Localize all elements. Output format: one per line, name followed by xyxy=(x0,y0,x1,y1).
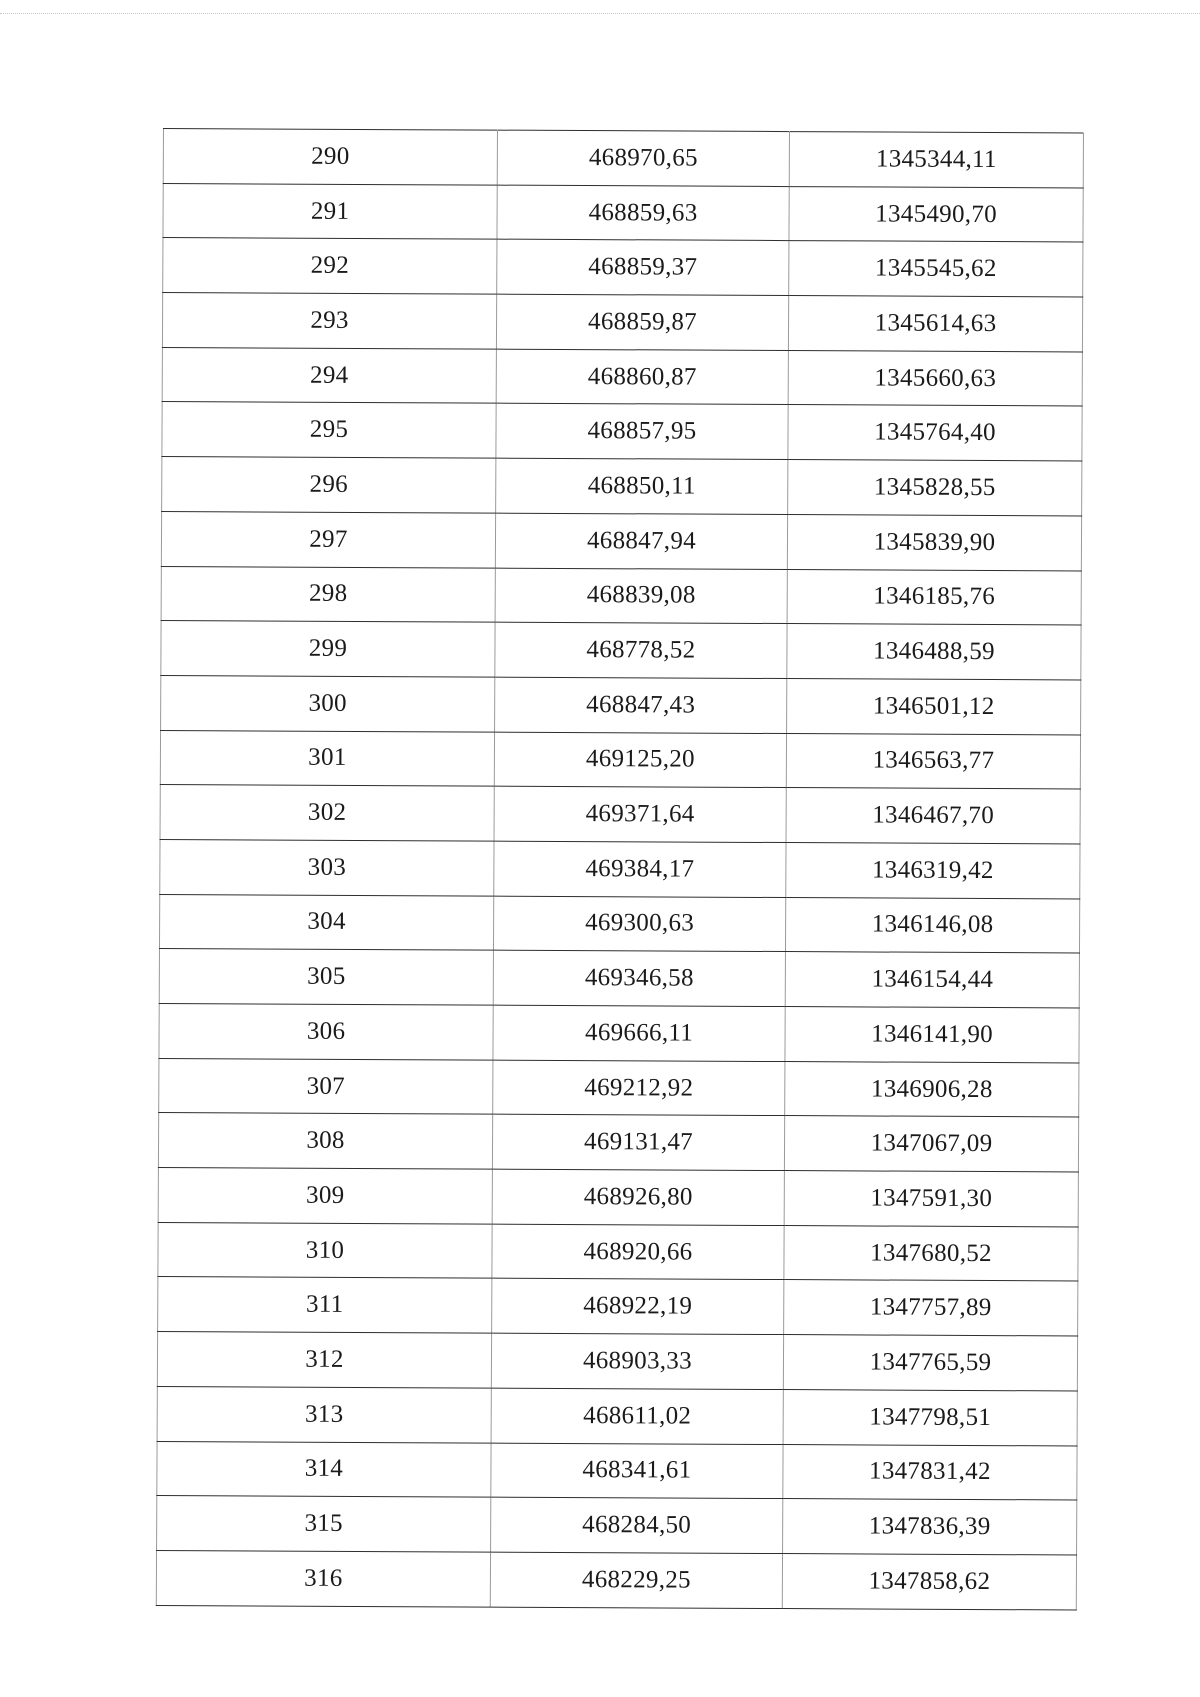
x-coordinate-cell: 468847,43 xyxy=(495,677,787,733)
coordinates-table xyxy=(156,128,1084,1610)
x-coordinate-cell: 469125,20 xyxy=(494,732,786,788)
point-number-cell: 316 xyxy=(156,1550,490,1606)
x-coordinate-cell: 468839,08 xyxy=(495,568,787,624)
x-coordinate-cell: 469131,47 xyxy=(492,1114,784,1170)
x-coordinate-cell: 469666,11 xyxy=(493,1005,785,1061)
x-coordinate-cell: 469212,92 xyxy=(493,1060,785,1116)
y-coordinate-cell: 1345764,40 xyxy=(788,405,1082,461)
x-coordinate-cell: 469300,63 xyxy=(493,896,785,952)
table-row xyxy=(158,1168,1078,1227)
x-coordinate-cell: 468284,50 xyxy=(491,1497,783,1553)
x-coordinate-cell: 468611,02 xyxy=(491,1388,783,1444)
x-coordinate-cell: 468926,80 xyxy=(492,1169,784,1225)
table-row xyxy=(157,1496,1077,1555)
point-number-cell: 312 xyxy=(157,1332,491,1388)
point-number-cell: 297 xyxy=(161,511,495,567)
point-number-cell: 298 xyxy=(161,566,495,622)
y-coordinate-cell: 1346319,42 xyxy=(786,842,1080,898)
scan-edge-line xyxy=(0,13,1200,14)
table-row xyxy=(160,730,1080,789)
table-row xyxy=(161,675,1081,734)
point-number-cell: 314 xyxy=(157,1441,491,1497)
x-coordinate-cell: 468860,87 xyxy=(496,349,788,405)
y-coordinate-cell: 1346501,12 xyxy=(787,678,1081,734)
x-coordinate-cell: 468341,61 xyxy=(491,1443,783,1499)
x-coordinate-cell: 468850,11 xyxy=(496,458,788,514)
point-number-cell: 303 xyxy=(160,839,494,895)
y-coordinate-cell: 1346141,90 xyxy=(785,1007,1079,1063)
table-row xyxy=(163,238,1083,297)
y-coordinate-cell: 1347067,09 xyxy=(784,1116,1078,1172)
point-number-cell: 315 xyxy=(157,1496,491,1552)
point-number-cell: 301 xyxy=(160,730,494,786)
point-number-cell: 296 xyxy=(162,457,496,513)
table-row xyxy=(159,1058,1079,1117)
point-number-cell: 293 xyxy=(162,293,496,349)
x-coordinate-cell: 468857,95 xyxy=(496,404,788,460)
y-coordinate-cell: 1346185,76 xyxy=(787,569,1081,625)
y-coordinate-cell: 1345828,55 xyxy=(788,460,1082,516)
point-number-cell: 292 xyxy=(163,238,497,294)
point-number-cell: 306 xyxy=(159,1003,493,1059)
point-number-cell: 308 xyxy=(158,1113,492,1169)
table-row xyxy=(159,894,1079,953)
y-coordinate-cell: 1346154,44 xyxy=(785,952,1079,1008)
y-coordinate-cell: 1347798,51 xyxy=(783,1389,1077,1445)
y-coordinate-cell: 1346488,59 xyxy=(787,624,1081,680)
table-row xyxy=(163,183,1083,242)
point-number-cell: 295 xyxy=(162,402,496,458)
x-coordinate-cell: 468778,52 xyxy=(495,622,787,678)
x-coordinate-cell: 468920,66 xyxy=(492,1224,784,1280)
y-coordinate-cell: 1347831,42 xyxy=(783,1444,1077,1500)
x-coordinate-cell: 468859,37 xyxy=(497,240,789,296)
y-coordinate-cell: 1345490,70 xyxy=(789,186,1083,242)
y-coordinate-cell: 1345839,90 xyxy=(787,514,1081,570)
point-number-cell: 299 xyxy=(161,621,495,677)
table-row xyxy=(158,1113,1078,1172)
x-coordinate-cell: 469371,64 xyxy=(494,786,786,842)
table-row xyxy=(162,347,1082,406)
x-coordinate-cell: 469384,17 xyxy=(494,841,786,897)
x-coordinate-cell: 468229,25 xyxy=(490,1552,782,1608)
y-coordinate-cell: 1347680,52 xyxy=(784,1225,1078,1281)
x-coordinate-cell: 468847,94 xyxy=(495,513,787,569)
y-coordinate-cell: 1346146,08 xyxy=(785,897,1079,953)
table-row xyxy=(161,566,1081,625)
x-coordinate-cell: 468859,63 xyxy=(497,185,789,241)
table-row xyxy=(158,1222,1078,1281)
y-coordinate-cell: 1345614,63 xyxy=(788,296,1082,352)
point-number-cell: 307 xyxy=(159,1058,493,1114)
y-coordinate-cell: 1347765,59 xyxy=(783,1335,1077,1391)
table-row xyxy=(162,457,1082,516)
table-row xyxy=(159,949,1079,1008)
table-row xyxy=(161,621,1081,680)
y-coordinate-cell: 1345660,63 xyxy=(788,350,1082,406)
table-row xyxy=(159,1003,1079,1062)
y-coordinate-cell: 1347836,39 xyxy=(783,1499,1077,1555)
point-number-cell: 302 xyxy=(160,785,494,841)
point-number-cell: 294 xyxy=(162,347,496,403)
x-coordinate-cell: 468903,33 xyxy=(491,1333,783,1389)
y-coordinate-cell: 1346467,70 xyxy=(786,788,1080,844)
y-coordinate-cell: 1347591,30 xyxy=(784,1171,1078,1227)
point-number-cell: 310 xyxy=(158,1222,492,1278)
point-number-cell: 291 xyxy=(163,183,497,239)
point-number-cell: 305 xyxy=(159,949,493,1005)
table-row xyxy=(162,402,1082,461)
table-row xyxy=(160,785,1080,844)
table-row xyxy=(158,1277,1078,1336)
point-number-cell: 290 xyxy=(163,129,497,185)
x-coordinate-cell: 468970,65 xyxy=(497,130,789,186)
point-number-cell: 300 xyxy=(161,675,495,731)
table-row xyxy=(162,293,1082,352)
table-row xyxy=(157,1386,1077,1445)
table-row xyxy=(157,1441,1077,1500)
y-coordinate-cell: 1345545,62 xyxy=(789,241,1083,297)
point-number-cell: 313 xyxy=(157,1386,491,1442)
point-number-cell: 304 xyxy=(159,894,493,950)
table-row xyxy=(156,1550,1076,1609)
coordinates-table-body xyxy=(156,129,1083,1610)
point-number-cell: 311 xyxy=(158,1277,492,1333)
y-coordinate-cell: 1347757,89 xyxy=(784,1280,1078,1336)
x-coordinate-cell: 468922,19 xyxy=(492,1279,784,1335)
y-coordinate-cell: 1346906,28 xyxy=(785,1061,1079,1117)
table-row xyxy=(161,511,1081,570)
table-row xyxy=(157,1332,1077,1391)
point-number-cell: 309 xyxy=(158,1168,492,1224)
y-coordinate-cell: 1347858,62 xyxy=(782,1553,1076,1609)
y-coordinate-cell: 1346563,77 xyxy=(786,733,1080,789)
table-row xyxy=(160,839,1080,898)
x-coordinate-cell: 469346,58 xyxy=(493,950,785,1006)
x-coordinate-cell: 468859,87 xyxy=(496,294,788,350)
table-row xyxy=(163,129,1083,188)
y-coordinate-cell: 1345344,11 xyxy=(789,132,1083,188)
